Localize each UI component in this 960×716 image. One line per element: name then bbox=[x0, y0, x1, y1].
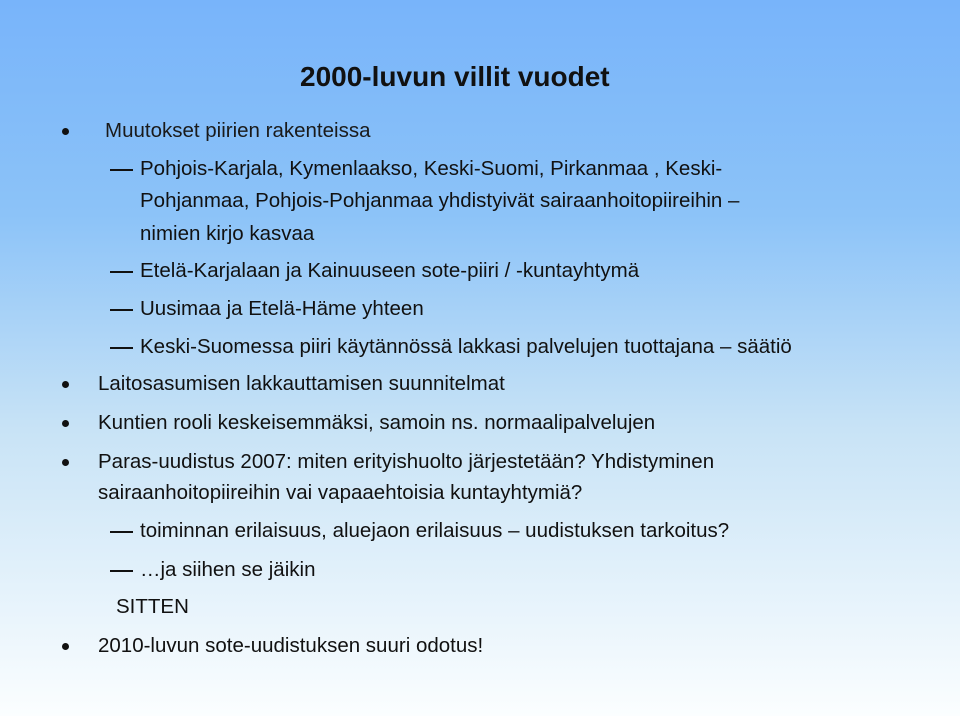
bullet-marker bbox=[62, 459, 69, 466]
bullet-item-continuation: sairaanhoitopiireihin vai vapaaehtoisia kuntayhtymiä? bbox=[98, 481, 583, 504]
dash-marker bbox=[110, 309, 133, 311]
plain-line: SITTEN bbox=[116, 595, 189, 618]
sub-item-continuation: nimien kirjo kasvaa bbox=[140, 222, 315, 245]
bullet-item: Muutokset piirien rakenteissa bbox=[105, 119, 371, 142]
slide-title: 2000-luvun villit vuodet bbox=[300, 61, 610, 92]
sub-item-continuation: Pohjanmaa, Pohjois-Pohjanmaa yhdistyivät sairaanhoitopiireihin – bbox=[140, 189, 740, 212]
sub-item: toiminnan erilaisuus, aluejaon erilaisuus – uudistuksen tarkoitus? bbox=[140, 519, 730, 542]
sub-item: …ja siihen se jäikin bbox=[140, 558, 316, 581]
sub-item: Pohjois-Karjala, Kymenlaakso, Keski-Suomi, Pirkanmaa , Keski- bbox=[140, 157, 723, 180]
bullet-marker bbox=[62, 420, 69, 427]
bullet-item: Paras-uudistus 2007: miten erityishuolto järjestetään? Yhdistyminen bbox=[98, 450, 715, 473]
bullet-item: 2010-luvun sote-uudistuksen suuri odotus! bbox=[98, 634, 484, 657]
bullet-marker bbox=[62, 643, 69, 650]
dash-marker bbox=[110, 531, 133, 533]
sub-item: Etelä-Karjalaan ja Kainuuseen sote-piiri / -kuntayhtymä bbox=[140, 259, 640, 282]
bullet-marker bbox=[62, 128, 69, 135]
dash-marker bbox=[110, 347, 133, 349]
dash-marker bbox=[110, 570, 133, 572]
sub-item: Uusimaa ja Etelä-Häme yhteen bbox=[140, 297, 424, 320]
bullet-item: Laitosasumisen lakkauttamisen suunnitelmat bbox=[98, 372, 505, 395]
dash-marker bbox=[110, 271, 133, 273]
bullet-marker bbox=[62, 381, 69, 388]
dash-marker bbox=[110, 169, 133, 171]
sub-item: Keski-Suomessa piiri käytännössä lakkasi palvelujen tuottajana – säätiö bbox=[140, 335, 792, 358]
bullet-item: Kuntien rooli keskeisemmäksi, samoin ns. normaalipalvelujen bbox=[98, 411, 656, 434]
